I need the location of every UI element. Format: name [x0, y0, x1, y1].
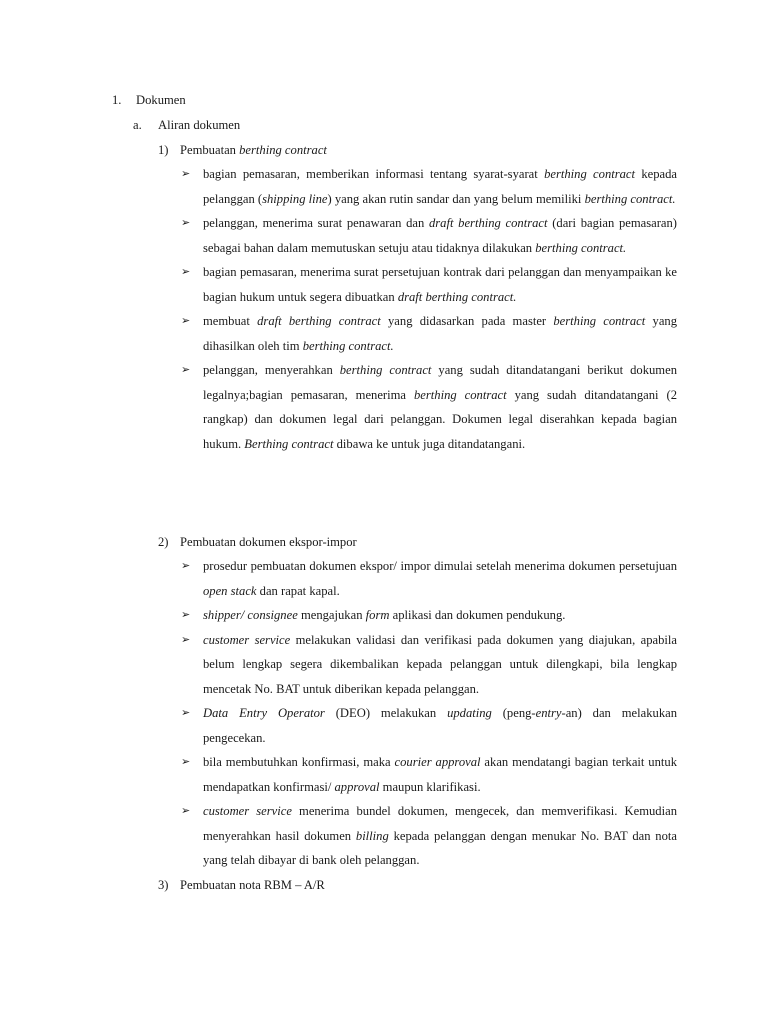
bullet-text: melakukan validasi dan verifikasi pada dokumen yang diajukan, apabila belum lengkap segera dikembalikan kepada pelanggan untuk dilengkapi, bila lengkap mencetak No. BAT untuk diberikan kepada pelanggan. — [203, 632, 677, 696]
italic-term: billing — [355, 828, 389, 843]
italic-term: Berthing contract — [244, 436, 334, 451]
section-number: 1. — [112, 93, 122, 107]
bullet-item — [180, 750, 677, 799]
bullet-text: akan mendatangi bagian terkait untuk mendapatkan konfirmasi/ — [203, 755, 677, 794]
item-number: 3) — [158, 878, 169, 892]
item-title: Pembuatan dokumen ekspor-impor — [180, 535, 357, 549]
italic-term: customer service — [203, 632, 291, 647]
italic-term: berthing contract. — [535, 240, 627, 255]
italic-term: form — [365, 608, 390, 622]
italic-term: berthing contract. — [584, 191, 676, 206]
subsection-title: Aliran dokumen — [158, 118, 241, 132]
italic-term: berthing contract. — [302, 338, 394, 353]
italic-term: courier approval — [394, 755, 481, 769]
bullet-text: maupun klarifikasi. — [379, 779, 481, 794]
subsection-letter: a. — [133, 118, 142, 132]
bullet-text: menerima bundel dokumen, mengecek, dan memverifikasi. Kemudian menyerahkan hasil dokumen — [203, 804, 677, 843]
bullet-text: bagian pemasaran, menerima surat persetujuan kontrak dari pelanggan dan menyampaikan ke bagian hukum untuk segera dibuatkan — [203, 265, 677, 304]
section-title: Dokumen — [136, 93, 186, 107]
bullet-text: -an) dan melakukan pengecekan. — [203, 706, 677, 745]
bullet-text: yang didasarkan pada master — [380, 314, 554, 328]
italic-term: updating — [447, 706, 492, 720]
bullet-item — [180, 162, 677, 211]
item-title-italic: berthing contract — [239, 143, 327, 157]
bullet-text: prosedur pembuatan dokumen ekspor/ impor dimulai setelah menerima dokumen persetujuan — [203, 559, 677, 573]
italic-term: berthing contract — [414, 387, 507, 402]
bullet-text: pelanggan, menerima surat penawaran dan — [203, 216, 429, 230]
bullet-text: yang sudah ditandatangani berikut dokumen legalnya;bagian pemasaran, menerima — [203, 363, 677, 402]
italic-term: draft berthing contract — [257, 314, 381, 328]
bullet-text: yang sudah ditandatangani (2 rangkap) dan dokumen legal dari pelanggan. Dokumen legal diserahkan kepada bagian hukum. — [203, 387, 678, 451]
bullet-text: (dari bagian pemasaran) sebagai bahan dalam memutuskan setuju atau tidaknya dilakukan — [203, 216, 677, 255]
italic-term: berthing contract — [553, 314, 646, 328]
bullet-item — [180, 260, 677, 309]
italic-term: Data Entry Operator — [203, 706, 325, 720]
bullet-text: mengajukan — [297, 608, 366, 622]
italic-term: shipping line — [262, 191, 328, 206]
italic-term: open stack — [203, 583, 257, 598]
item-heading-berthing-contract — [158, 138, 327, 163]
bullet-list-ekspor-impor — [180, 554, 677, 873]
bullet-text: kepada pelanggan ( — [203, 167, 678, 206]
bullet-item — [180, 211, 677, 260]
bullet-item — [180, 799, 677, 873]
bullet-text: kepada pelanggan dengan menukar No. BAT dan nota yang telah dibayar di bank oleh pelanggan. — [203, 828, 677, 867]
subsection-heading-aliran-dokumen — [133, 113, 240, 138]
bullet-text: aplikasi dan dokumen pendukung. — [389, 608, 566, 622]
italic-term: berthing contract — [544, 167, 636, 181]
bullet-item — [180, 701, 677, 750]
italic-term: berthing contract — [339, 363, 432, 377]
item-title: Pembuatan — [180, 143, 240, 157]
italic-term: draft berthing contract. — [397, 289, 517, 304]
bullet-item — [180, 628, 677, 702]
italic-term: customer service — [203, 804, 292, 818]
item-number: 1) — [158, 143, 169, 157]
bullet-text: dibawa ke untuk juga ditandatangani. — [333, 436, 526, 451]
item-number: 2) — [158, 535, 169, 549]
bullet-text: pelanggan, menyerahkan — [203, 363, 340, 377]
bullet-list-berthing-contract — [180, 162, 677, 456]
item-title: Pembuatan nota RBM – A/R — [180, 878, 325, 892]
bullet-item — [180, 603, 677, 628]
section-heading-dokumen — [112, 88, 186, 113]
bullet-text: membuat — [203, 314, 258, 328]
italic-term: shipper/ consignee — [203, 608, 298, 622]
italic-term: entry — [535, 706, 562, 720]
item-heading-ekspor-impor — [158, 530, 357, 555]
italic-term: draft berthing contract — [428, 216, 548, 230]
bullet-text: dan rapat kapal. — [256, 583, 340, 598]
bullet-item — [180, 358, 677, 456]
item-heading-nota-rbm — [158, 873, 325, 898]
bullet-text: ) yang akan rutin sandar dan yang belum memiliki — [327, 191, 585, 206]
bullet-text: bagian pemasaran, memberikan informasi tentang syarat-syarat — [203, 167, 545, 181]
bullet-item — [180, 309, 677, 358]
italic-term: approval — [334, 779, 380, 794]
bullet-text: (peng- — [491, 706, 536, 720]
bullet-text: yang dihasilkan oleh tim — [203, 314, 678, 353]
bullet-text: bila membutuhkan konfirmasi, maka — [203, 755, 395, 769]
bullet-item — [180, 554, 677, 603]
bullet-text: (DEO) melakukan — [324, 706, 448, 720]
